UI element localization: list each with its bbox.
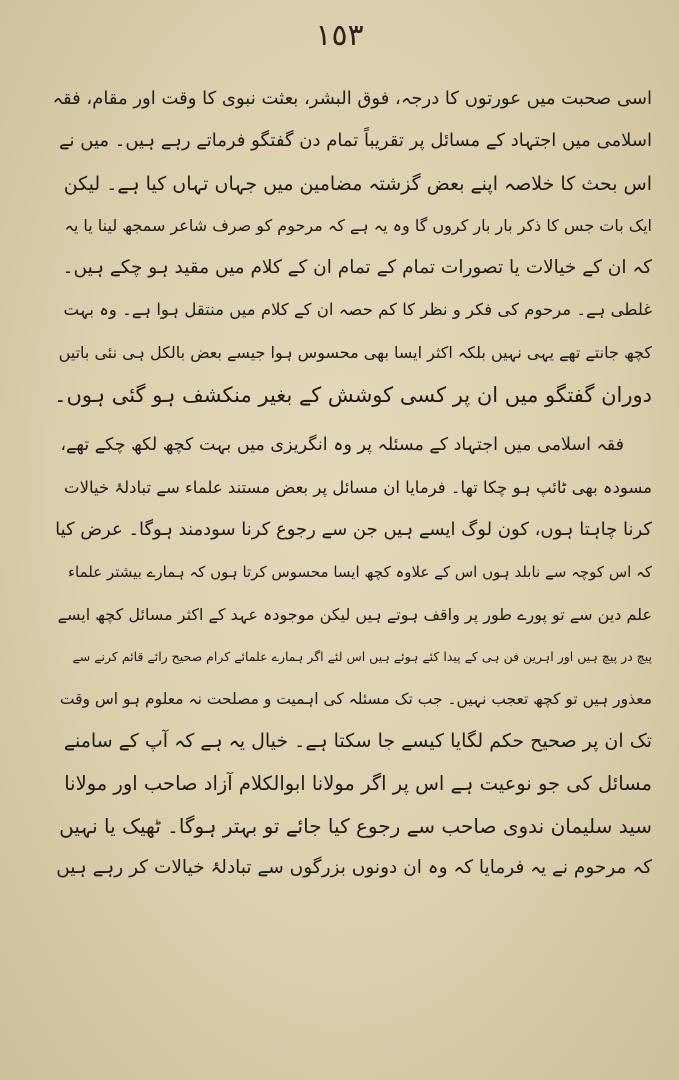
text-line: مسودہ بھی ٹائپ ہو چکا تھا۔ فرمایا ان مسائل پر بعض مستند علماء سے تبادلۂ خیالات (64, 477, 652, 497)
text-line: کرنا چاہتا ہوں، کون لوگ ایسے ہیں جن سے رجوع کرنا سودمند ہوگا۔ عرض کیا (55, 518, 652, 540)
text-line: کہ مرحوم نے یہ فرمایا کہ وہ ان دونوں بزرگوں سے تبادلۂ خیالات کر رہے ہیں (56, 857, 652, 879)
paragraph (52, 78, 652, 416)
text-line: کہ اس کوچہ سے نابلد ہوں اس کے علاوہ کچھ ایسا محسوس کرتا ہوں کہ ہمارے بیشتر علماء (68, 563, 652, 582)
text-line: کچھ جانتے تھے یہی نہیں بلکہ اکثر ایسا بھی محسوس ہوا جیسے بعض بالکل ہی نئی باتیں (58, 342, 652, 362)
text-line: اسلامی میں اجتہاد کے مسائل پر تقریباً تمام دن گفتگو فرماتے رہے ہیں۔ میں نے (59, 130, 652, 152)
paragraph (52, 424, 652, 889)
text-line: اس بحث کا خلاصہ اپنے بعض گزشتہ مضامین میں جہاں تہاں کیا ہے۔ لیکن (63, 172, 652, 195)
text-line: مسائل کی جو نوعیت ہے اس پر اگر مولانا ابوالکلام آزاد صاحب اور مولانا (64, 771, 652, 795)
text-line: فقہ اسلامی میں اجتہاد کے مسئلہ پر وہ انگریزی میں بہت کچھ لکھ چکے تھے، (60, 435, 624, 456)
text-line: پیچ در پیچ ہیں اور اہرین فن ہی کے پیدا کئے ہوئے ہیں اس لئے اگر ہمارے علمائے کرام صحیح رائے قائم کرنے سے (72, 648, 652, 664)
text-line: سید سلیمان ندوی صاحب سے رجوع کیا جائے تو بہتر ہوگا۔ ٹھیک یا نہیں (59, 814, 652, 839)
text-line: تک ان پر صحیح حکم لگایا کیسے جا سکتا ہے۔ خیال یہ ہے کہ آپ کے سامنے (63, 730, 652, 753)
page-number: ١٥٣ (315, 18, 364, 53)
text-line: معذور ہیں تو کچھ تعجب نہیں۔ جب تک مسئلہ کی اہمیت و مصلحت نہ معلوم ہو اس وقت (59, 690, 652, 709)
text-line: علم دین سے تو پورے طور پر واقف ہوتے ہیں لیکن موجودہ عہد کے اکثر مسائل کچھ ایسے (57, 604, 652, 624)
text-line: کہ ان کے خیالات یا تصورات تمام کے تمام ان کے کلام میں مقید ہو چکے ہیں۔ (62, 257, 652, 279)
page-text (52, 78, 652, 890)
text-line: غلطی ہے۔ مرحوم کی فکر و نظر کا کم حصہ ان کے کلام میں منتقل ہوا ہے۔ وہ بہت (63, 300, 652, 320)
paragraph-gap (52, 416, 652, 424)
text-line: ایک بات جس کا ذکر بار بار کروں گا وہ یہ ہے کہ مرحوم کو صرف شاعر سمجھ لینا یا یہ (64, 215, 652, 235)
text-line: اسی صحبت میں عورتوں کا درجہ، فوق البشر، بعثت نبوی کا وقت اور مقام، فقہ (52, 88, 652, 109)
text-line: دوران گفتگو میں ان پر کسی کوشش کے بغیر منکشف ہو گئی ہوں۔ (54, 383, 652, 408)
